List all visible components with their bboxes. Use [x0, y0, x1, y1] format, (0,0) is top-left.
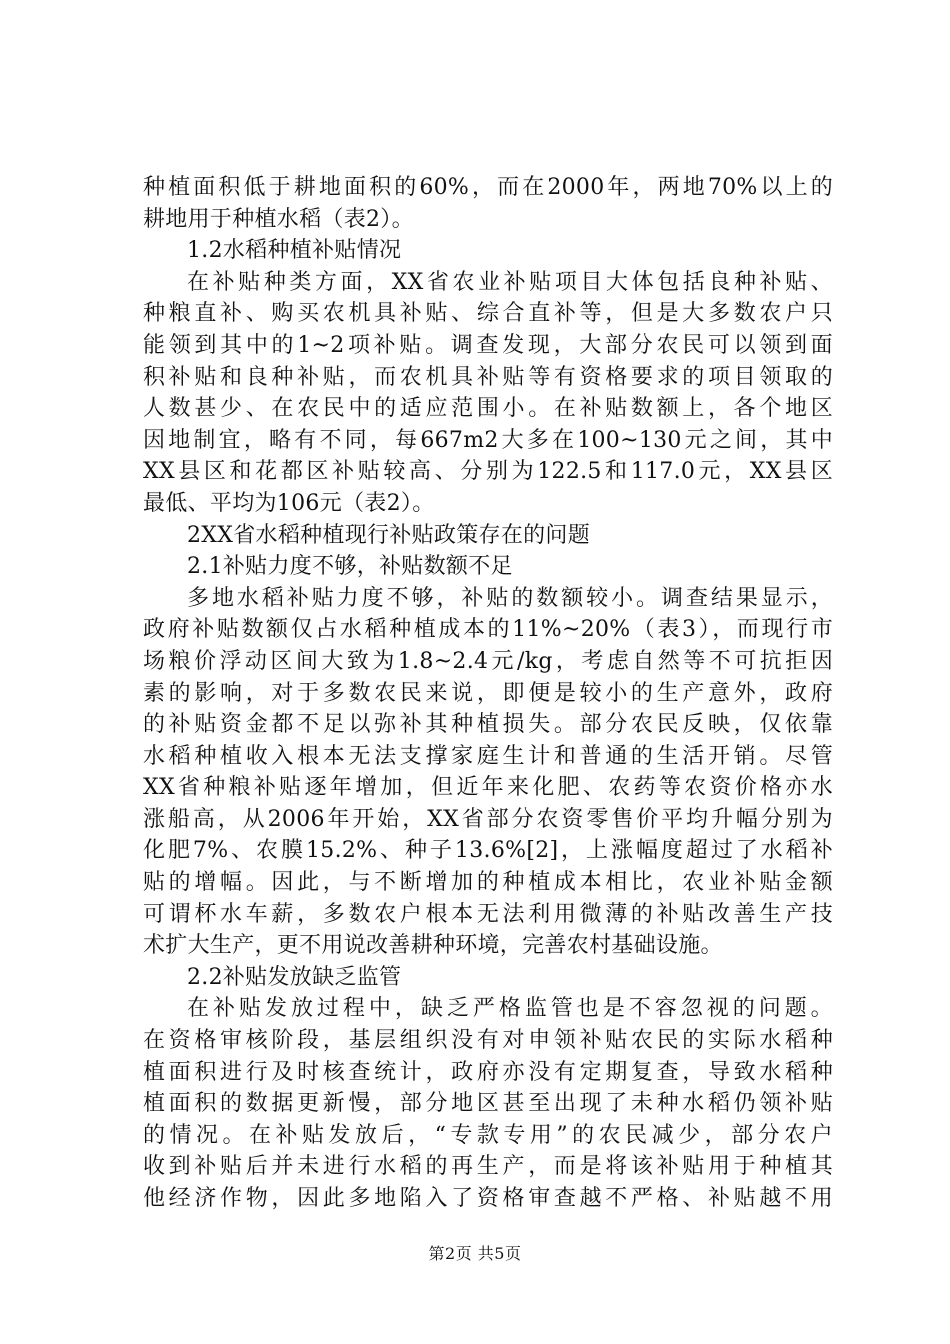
- text-line: 的补贴资金都不足以弥补其种植损失。部分农民反映，仅依靠: [143, 712, 833, 738]
- paragraph-subsidy-insufficient: [143, 583, 833, 962]
- text-line: 能领到其中的1~2项补贴。调查发现，大部分农民可以领到面: [143, 332, 833, 358]
- text-line: 素的影响，对于多数农民来说，即便是较小的生产意外，政府: [143, 680, 833, 706]
- paragraph-subsidy-types: [143, 267, 833, 520]
- text-line: 水稻种植收入根本无法支撑家庭生计和普通的生活开销。尽管: [143, 743, 833, 769]
- paragraph-continuation: [143, 172, 833, 235]
- text-line: 多地水稻补贴力度不够，补贴的数额较小。调查结果显示，: [187, 585, 833, 611]
- text-line: 种粮直补、购买农机具补贴、综合直补等，但是大多数农户只: [143, 301, 833, 327]
- heading-text: 2.2补贴发放缺乏监管: [187, 964, 402, 990]
- text-line: 在补贴发放过程中，缺乏严格监管也是不容忽视的问题。: [187, 996, 833, 1022]
- text-line: 植面积进行及时核查统计，政府亦没有定期复查，导致水稻种: [143, 1059, 833, 1085]
- text-line: 耕地用于种植水稻（表2）。: [143, 206, 414, 232]
- text-line: 最低、平均为106元（表2）。: [143, 490, 435, 516]
- text-line: 他经济作物，因此多地陷入了资格审查越不严格、补贴越不用: [143, 1186, 833, 1211]
- page-footer: [0, 1244, 950, 1264]
- text-line: 积补贴和良种补贴，而农机具补贴等有资格要求的项目领取的: [143, 364, 833, 390]
- text-line: 贴的增幅。因此，与不断增加的种植成本相比，农业补贴金额: [143, 870, 833, 896]
- text-line: XX省种粮补贴逐年增加，但近年来化肥、农药等农资价格亦水: [143, 775, 833, 801]
- section-heading-1-2: [143, 235, 833, 267]
- text-line: 政府补贴数额仅占水稻种植成本的11%~20%（表3），而现行市: [143, 617, 833, 643]
- text-line: XX县区和花都区补贴较高、分别为122.5和117.0元，XX县区: [143, 459, 833, 485]
- document-body: [143, 172, 833, 1215]
- text-line: 的情况。在补贴发放后，“专款专用”的农民减少，部分农户: [143, 1122, 833, 1148]
- text-line: 植面积的数据更新慢，部分地区甚至出现了未种水稻仍领补贴: [143, 1091, 833, 1117]
- heading-text: 2XX省水稻种植现行补贴政策存在的问题: [187, 522, 591, 548]
- text-line: 术扩大生产，更不用说改善耕种环境，完善农村基础设施。: [143, 933, 723, 959]
- section-heading-2-1: [143, 551, 833, 583]
- page-number: 第2页 共5页: [428, 1244, 522, 1263]
- text-line: 在补贴种类方面，XX省农业补贴项目大体包括良种补贴、: [187, 269, 833, 295]
- text-line: 人数甚少、在农民中的适应范围小。在补贴数额上，各个地区: [143, 396, 833, 422]
- section-heading-2-2: [143, 962, 833, 994]
- text-line: 因地制宜，略有不同，每667m2大多在100~130元之间，其中: [143, 427, 833, 453]
- section-heading-2: [143, 520, 833, 552]
- paragraph-supervision: [143, 993, 833, 1214]
- text-line: 在资格审核阶段，基层组织没有对申领补贴农民的实际水稻种: [143, 1028, 833, 1054]
- text-line: 可谓杯水车薪，多数农户根本无法利用微薄的补贴改善生产技: [143, 901, 833, 927]
- text-line: 涨船高，从2006年开始，XX省部分农资零售价平均升幅分别为: [143, 806, 833, 832]
- text-line: 收到补贴后并未进行水稻的再生产，而是将该补贴用于种植其: [143, 1154, 833, 1180]
- text-line: 场粮价浮动区间大致为1.8~2.4元/kg，考虑自然等不可抗拒因: [143, 648, 833, 674]
- heading-text: 1.2水稻种植补贴情况: [187, 238, 402, 264]
- text-line: 化肥7%、农膜15.2%、种子13.6%[2]，上涨幅度超过了水稻补: [143, 838, 833, 864]
- text-line: 种植面积低于耕地面积的60%，而在2000年，两地70%以上的: [143, 175, 833, 200]
- heading-text: 2.1补贴力度不够，补贴数额不足: [187, 554, 513, 580]
